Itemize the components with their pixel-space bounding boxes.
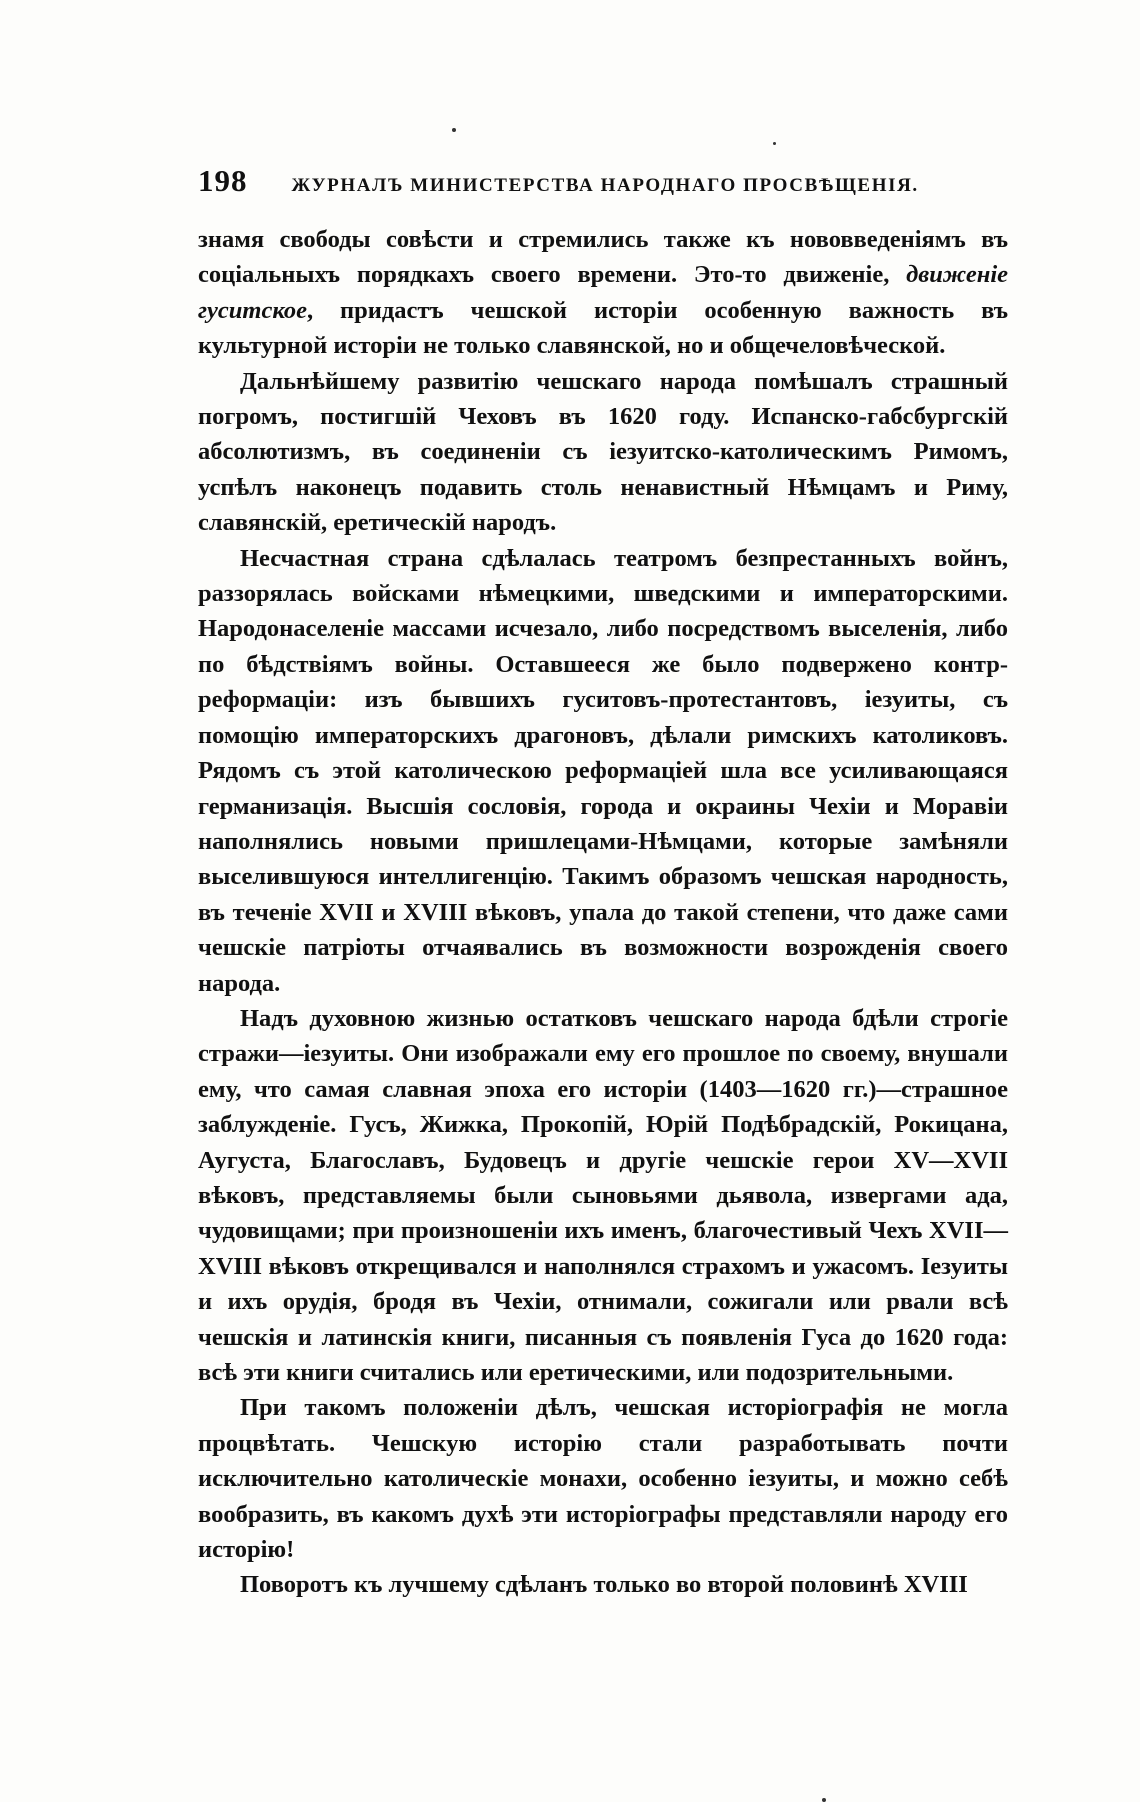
- paragraph: При такомъ положеніи дѣлъ, чешская исторіографія не могла процвѣтать. Чешскую исторію стали разработывать почти исключительно католическіе монахи, особенно іезуиты, и можно себѣ вообразить, въ какомъ духѣ эти исторіографы представляли народу его исторію!: [198, 1394, 1008, 1564]
- page-number: 198: [198, 163, 248, 198]
- running-head: ЖУРНАЛЪ МИНИСТЕРСТВА НАРОДНАГО ПРОСВѢЩЕНІЯ.: [291, 175, 919, 196]
- paragraph: Поворотъ къ лучшему сдѣланъ только во второй половинѣ XVIII: [240, 1571, 968, 1599]
- page-header: [198, 163, 1008, 203]
- print-speck: [773, 142, 776, 145]
- paragraph-continuation: [198, 222, 1008, 364]
- body-text: [198, 222, 1008, 1603]
- italic-term: движеніе гуситское: [198, 261, 1008, 324]
- paragraph-text: , придастъ чешской исторіи особенную важность въ культурной исторіи не только славянской, но и общечеловѣческой.: [198, 296, 1008, 360]
- print-speck: [822, 1798, 826, 1802]
- paragraph: Надъ духовною жизнью остатковъ чешскаго народа бдѣли строгіе стражи—іезуиты. Они изображали ему его прошлое по своему, внушали ему, что самая славная эпоха его исторіи (1403—1620 гг.)—страшное заблужденіе. Гусъ, Жижка, Прокопій, Юрій Подѣбрадскій, Рокицана, Аугуста, Благославъ, Будовецъ и другіе чешскіе герои XV—XVII вѣковъ, представляемы были сыновьями дьявола, извергами ада, чудовищами; при произношеніи ихъ именъ, благочестивый Чехъ XVII—XVIII вѣковъ открещивался и наполнялся страхомъ и ужасомъ. Іезуиты и ихъ орудія, бродя въ Чехіи, отнимали, сожигали или рвали всѣ чешскія и латинскія книги, писанныя съ появленія Гуса до 1620 года: всѣ эти книги считались или еретическими, или подозрительными.: [198, 1004, 1008, 1386]
- paragraph-text: знамя свободы совѣсти и стремились также къ нововведеніямъ въ соціальныхъ порядкахъ своего времени. Это-то движеніе,: [198, 226, 1008, 289]
- print-speck: [452, 128, 456, 132]
- paragraph: Несчастная страна сдѣлалась театромъ безпрестанныхъ войнъ, раззорялась войсками нѣмецкими, шведскими и императорскими. Народонаселеніе массами исчезало, либо посредствомъ выселенія, либо по бѣдствіямъ войны. Оставшееся же было подвержено контр-реформаціи: изъ бывшихъ гуситовъ-протестантовъ, іезуиты, съ помощію императорскихъ драгоновъ, дѣлали римскихъ католиковъ. Рядомъ съ этой католическою реформаціей шла все усиливающаяся германизація. Высшія сословія, города и окраины Чехіи и Моравіи наполнялись новыми пришлецами-Нѣмцами, которые замѣняли выселившуюся интеллигенцію. Такимъ образомъ чешская народность, въ теченіе XVII и XVIII вѣковъ, упала до такой степени, что даже сами чешскіе патріоты отчаявались въ возможности возрожденія своего народа.: [198, 544, 1008, 997]
- paragraph: Дальнѣйшему развитію чешскаго народа помѣшалъ страшный погромъ, постигшій Чеховъ въ 1620 году. Испанско-габсбургскій абсолютизмъ, въ соединеніи съ іезуитско-католическимъ Римомъ, успѣлъ наконецъ подавить столь ненавистный Нѣмцамъ и Риму, славянскій, еретическій народъ.: [198, 367, 1008, 537]
